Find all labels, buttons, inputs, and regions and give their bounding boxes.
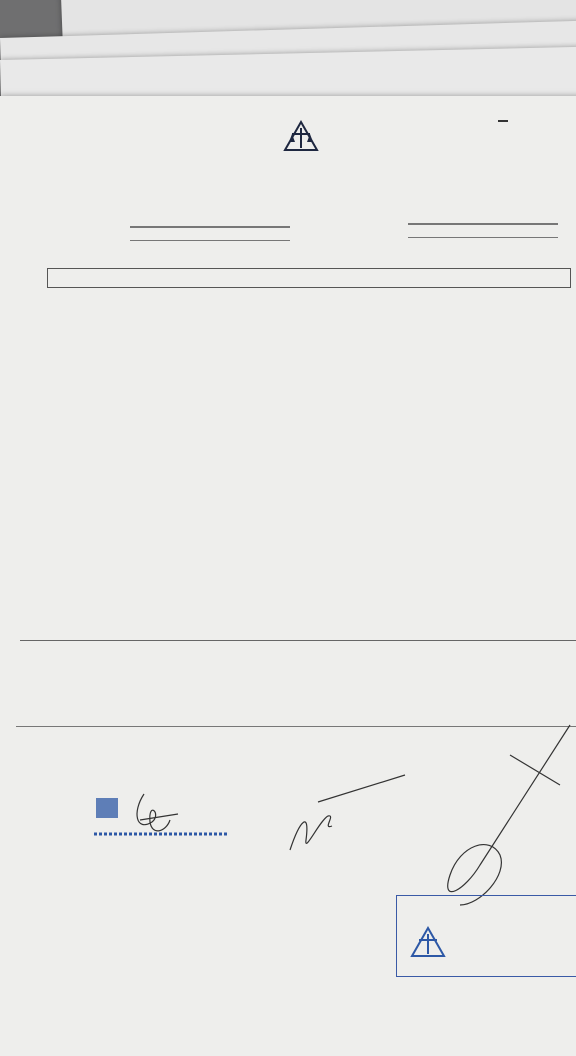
table-header-box xyxy=(47,268,571,288)
vinacontrol-scale-icon xyxy=(283,120,319,152)
surveyor-signature xyxy=(420,715,576,915)
quantity-row xyxy=(130,228,290,241)
remarks-divider xyxy=(20,640,576,641)
terminal-signature xyxy=(280,770,420,860)
form-code-box xyxy=(498,120,508,122)
info-values xyxy=(130,226,290,241)
stamp-scale-icon xyxy=(410,926,446,958)
vessel-values xyxy=(408,223,558,238)
chief-officer-signature xyxy=(92,792,232,852)
arrival-value xyxy=(408,225,558,238)
